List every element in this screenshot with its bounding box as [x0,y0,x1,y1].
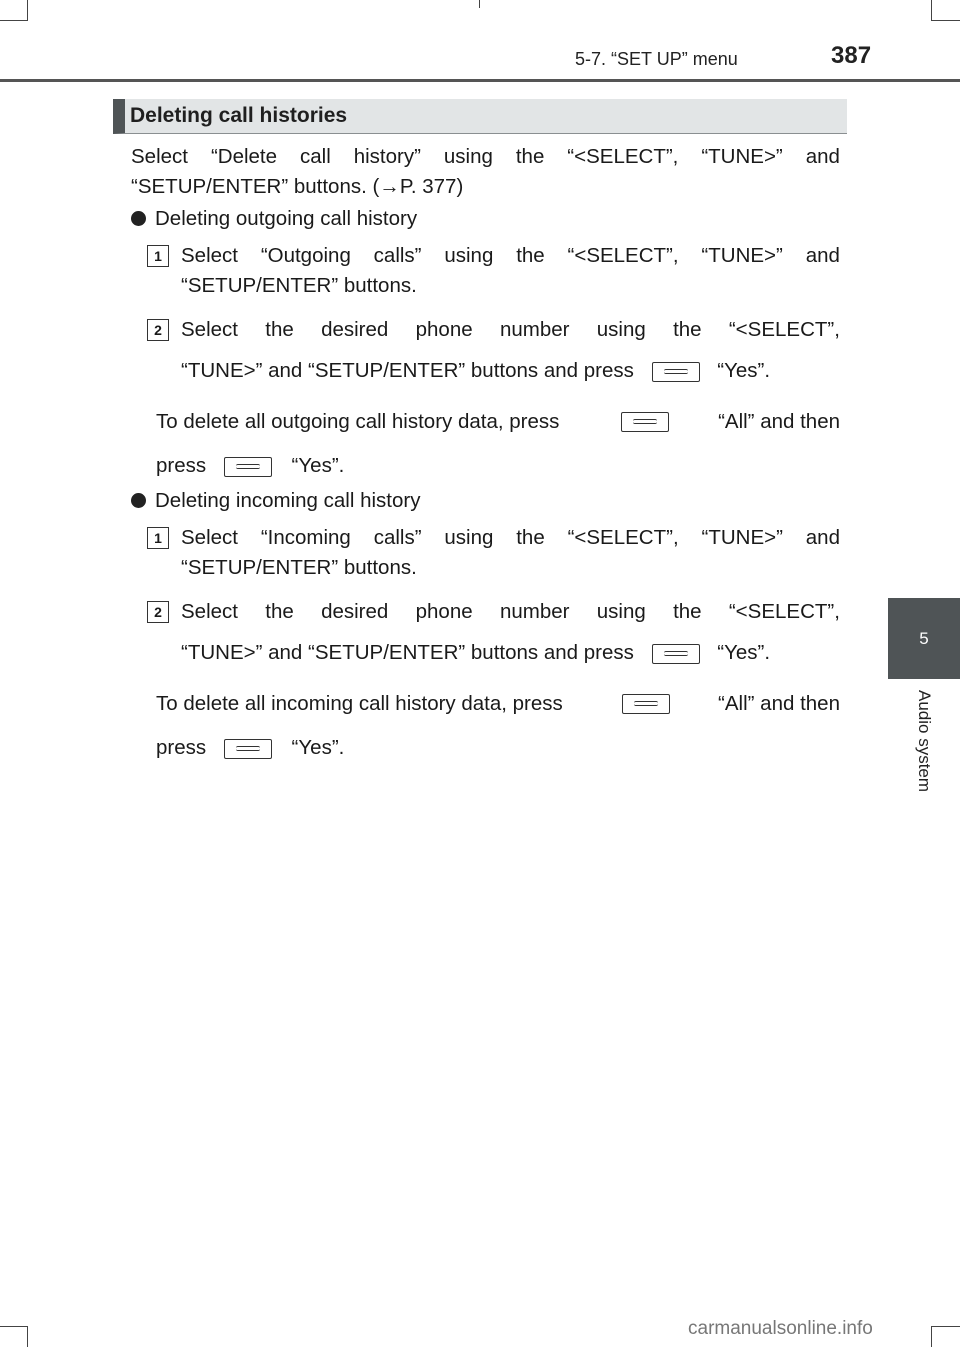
outgoing-heading-text: Deleting outgoing call history [155,207,418,230]
bullet-icon [131,211,146,226]
incoming-note-line1 [156,694,840,714]
word: Select [181,600,238,623]
crop-mark [931,20,960,21]
word: “<SELECT”, [567,526,679,549]
word: the [265,318,294,341]
bullet-icon [131,493,146,508]
section-heading [113,99,847,134]
word: using [596,318,646,341]
word: “TUNE>” [701,145,783,168]
word: using [444,526,494,549]
crop-mark [27,0,28,21]
word: phone [415,600,473,623]
incoming-step1-line1 [181,528,840,548]
word: history” [353,145,421,168]
text: “TUNE>” and “SETUP/ENTER” buttons and press [181,641,634,664]
incoming-note-line2 [156,738,344,759]
word: the [265,600,294,623]
chapter-tab [888,598,960,679]
menu-button-icon [224,457,272,477]
word: desired [321,318,389,341]
word: “Outgoing [260,244,351,267]
word: using [596,600,646,623]
step-number-2: 2 [147,601,169,623]
menu-button-icon [224,739,272,759]
text: press [156,736,207,759]
word: and [805,145,840,168]
word: “Delete [210,145,278,168]
step-number-1: 1 [147,527,169,549]
text: “Yes”. [717,641,771,664]
text: “TUNE>” and “SETUP/ENTER” buttons and press [181,359,634,382]
word: the [516,526,545,549]
menu-button-icon [652,644,700,664]
text: To delete all incoming call history data, press [156,692,563,715]
word: the [673,318,702,341]
intro-line-2: “SETUP/ENTER” buttons. (→P. 377) [131,175,464,198]
word: number [499,600,570,623]
crop-mark [931,0,932,21]
intro-line-1 [131,147,840,167]
outgoing-note-line2 [156,456,344,477]
incoming-heading-text: Deleting incoming call history [155,489,421,512]
page-number: 387 [831,42,872,69]
menu-button-icon [652,362,700,382]
word: Select [181,526,238,549]
text: “Yes”. [291,736,345,759]
word: call [299,145,331,168]
outgoing-note-line1 [156,412,840,432]
text: press [156,454,207,477]
incoming-step1-line2: “SETUP/ENTER” buttons. [181,556,417,579]
word: desired [321,600,389,623]
word: “TUNE>” [701,526,783,549]
incoming-step2-line1 [181,602,840,622]
crop-mark [931,1326,932,1347]
word: the [673,600,702,623]
word: using [443,145,493,168]
menu-button-icon [622,694,670,714]
text: To delete all outgoing call history data, press [156,410,560,433]
outgoing-step2-line1 [181,320,840,340]
word: the [516,244,545,267]
section-breadcrumb: 5-7. “SET UP” menu [575,49,738,69]
word: and [805,526,840,549]
crop-mark [0,20,28,21]
word: “TUNE>” [701,244,783,267]
menu-button-icon [621,412,669,432]
outgoing-step1-line1 [181,246,840,266]
word: Select [181,318,238,341]
crop-mark [27,1326,28,1347]
incoming-heading [131,491,420,511]
word: and [805,244,840,267]
outgoing-step2-line2 [181,361,770,382]
crop-mark [931,1326,960,1327]
text: “All” and then [718,410,840,433]
chapter-label: Audio system [915,690,934,793]
word: calls” [373,526,422,549]
crop-mark [479,0,480,8]
word: number [499,318,570,341]
word: using [444,244,494,267]
outgoing-heading [131,209,417,229]
word: “<SELECT”, [728,600,840,623]
crop-mark [0,1326,28,1327]
text: “Yes”. [291,454,345,477]
step-number-1: 1 [147,245,169,267]
section-title: Deleting call histories [130,104,348,127]
word: “Incoming [260,526,351,549]
chapter-number: 5 [919,628,929,648]
word: “<SELECT”, [567,145,679,168]
word: calls” [373,244,422,267]
word: Select [131,145,188,168]
text: “Yes”. [717,359,771,382]
word: “<SELECT”, [567,244,679,267]
step-number-2: 2 [147,319,169,341]
word: the [515,145,545,168]
word: Select [181,244,238,267]
incoming-step2-line2 [181,643,770,664]
text: “All” and then [718,692,840,715]
footer-watermark: carmanualsonline.info [688,1318,873,1339]
header-divider [0,79,960,82]
word: phone [415,318,473,341]
outgoing-step1-line2: “SETUP/ENTER” buttons. [181,274,417,297]
word: “<SELECT”, [728,318,840,341]
